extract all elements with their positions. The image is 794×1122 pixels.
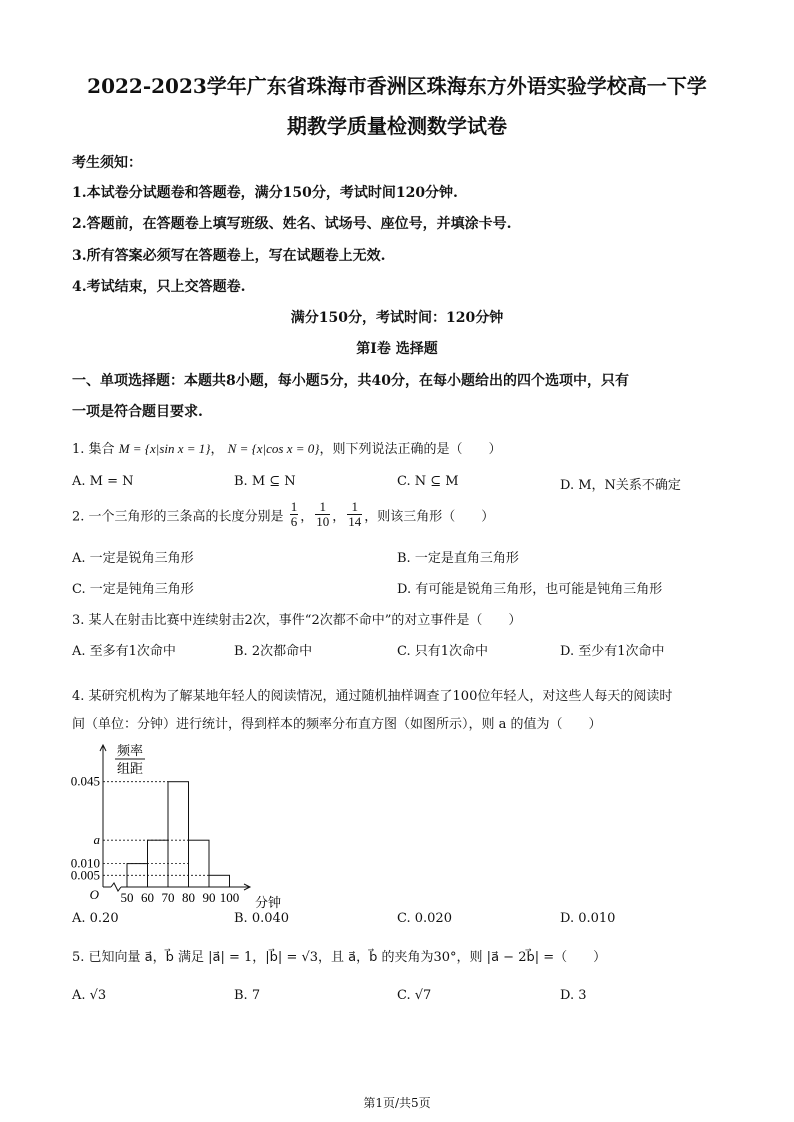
q2-fraction-3: $\frac{1}{14}$ <box>348 499 362 530</box>
notice-item: 3.所有答案必须写在答题卷上，写在试题卷上无效. <box>72 248 386 264</box>
volume-title: 第I卷 选择题 <box>356 341 438 357</box>
question-5-stem: 5. 已知向量 a⃗，b⃗ 满足 |a⃗| = 1，|b⃗| = √3，且 a⃗，b⃗ 的夹角为30°，则 |a⃗ − 2b⃗| =（ ） <box>72 950 607 965</box>
q1-separator: ， <box>210 442 224 457</box>
q2-option-c: C. 一定是钝角三角形 <box>72 582 194 597</box>
x-tick-label: 90 <box>202 890 216 905</box>
q1-tail: ，则下列说法正确的是（ ） <box>319 442 502 457</box>
q3-option-b: B. 2次都命中 <box>234 644 313 659</box>
histogram-labels <box>71 743 281 910</box>
q3-option-a: A. 至多有1次命中 <box>72 644 176 659</box>
exam-title-line1: 2022-2023学年广东省珠海市香洲区珠海东方外语实验学校高一下学 <box>87 74 707 98</box>
q2-fraction-2: $\frac{1}{10}$ <box>316 499 330 530</box>
q5-option-c: C. √7 <box>397 988 432 1003</box>
page-footer: 第1页/共5页 <box>363 1096 431 1110</box>
origin-label: O <box>89 887 99 902</box>
x-tick-label: 50 <box>120 890 134 905</box>
section-heading-line2: 一项是符合题目要求. <box>72 404 203 420</box>
histogram-bar <box>168 782 189 887</box>
q2-fraction-1: $\frac{1}{6}$ <box>290 499 298 530</box>
q2-option-b: B. 一定是直角三角形 <box>397 551 519 566</box>
exam-info: 满分150分，考试时间：120分钟 <box>290 310 504 326</box>
histogram-bar <box>189 840 210 887</box>
x-tick-label: 80 <box>182 890 195 905</box>
question-4-stem-line1: 4. 某研究机构为了解某地年轻人的阅读情况，通过随机抽样调查了100位年轻人，对这些人每天的阅读时 <box>72 689 673 704</box>
histogram-guides <box>103 782 209 876</box>
q1-option-c: C. N ⊆ M <box>397 474 459 489</box>
notice-item: 1.本试卷分试题卷和答题卷，满分150分，考试时间120分钟. <box>72 185 458 201</box>
section-heading-line1: 一、单项选择题：本题共8小题，每小题5分，共40分，在每小题给出的四个选项中，只有 <box>72 373 629 389</box>
histogram-bar <box>209 875 230 887</box>
x-axis-label: 分钟 <box>255 895 282 910</box>
y-label-top: 频率 <box>117 743 144 758</box>
q2-option-a: A. 一定是锐角三角形 <box>72 551 194 566</box>
q1-option-d: D. M，N关系不确定 <box>560 478 681 493</box>
q2-comma: ， <box>300 509 314 525</box>
question-3-stem: 3. 某人在射击比赛中连续射击2次，事件“2次都不命中”的对立事件是（ ） <box>72 613 522 628</box>
x-tick-label: 100 <box>219 890 240 905</box>
x-tick-label: 60 <box>141 890 154 905</box>
q5-option-a: A. √3 <box>72 988 107 1003</box>
q3-option-c: C. 只有1次命中 <box>397 644 489 659</box>
question-2-stem <box>72 500 494 530</box>
histogram-bars <box>127 782 230 887</box>
q5-option-d: D. 3 <box>560 988 587 1003</box>
q1-option-b: B. M ⊆ N <box>234 474 296 489</box>
q4-option-c: C. 0.020 <box>397 911 452 926</box>
q2-prefix: 2. 一个三角形的三条高的长度分别是 <box>72 509 284 525</box>
y-tick-label: 0.010 <box>70 855 100 871</box>
notice-item: 2.答题前，在答题卷上填写班级、姓名、试场号、座位号，并填涂卡号. <box>72 216 512 232</box>
exam-title-line2: 期教学质量检测数学试卷 <box>287 114 507 138</box>
q5-option-b: B. 7 <box>234 988 261 1003</box>
y-tick-label: 0.045 <box>70 773 100 789</box>
notice-item: 4.考试结束，只上交答题卷. <box>72 279 246 295</box>
q4-option-b: B. 0.040 <box>234 911 290 926</box>
q1-number: 1. 集合 <box>72 442 115 457</box>
y-label-bottom: 组距 <box>117 761 144 776</box>
q1-set-m: M = {x|sin x = 1} <box>118 441 211 456</box>
q4-option-a: A. 0.20 <box>72 911 119 926</box>
axis-break <box>111 883 121 891</box>
q3-option-d: D. 至少有1次命中 <box>560 644 665 659</box>
question-1-stem <box>72 438 501 457</box>
question-4-stem-line2: 间（单位：分钟）进行统计，得到样本的频率分布直方图（如图所示），则 a 的值为（ ） <box>72 717 602 732</box>
q2-option-d: D. 有可能是锐角三角形，也可能是钝角三角形 <box>397 582 663 597</box>
q4-option-d: D. 0.010 <box>560 911 616 926</box>
y-tick-label: a <box>93 832 100 848</box>
q1-option-a: A. M = N <box>72 474 134 489</box>
y-tick-label: 0.005 <box>70 867 100 883</box>
frequency-histogram <box>65 735 295 910</box>
q1-set-n: N = {x|cos x = 0} <box>227 441 320 456</box>
notice-heading: 考生须知： <box>72 155 142 171</box>
q2-tail: ，则该三角形（ ） <box>364 509 495 525</box>
x-tick-label: 70 <box>161 890 175 905</box>
q2-comma: ， <box>332 509 346 525</box>
